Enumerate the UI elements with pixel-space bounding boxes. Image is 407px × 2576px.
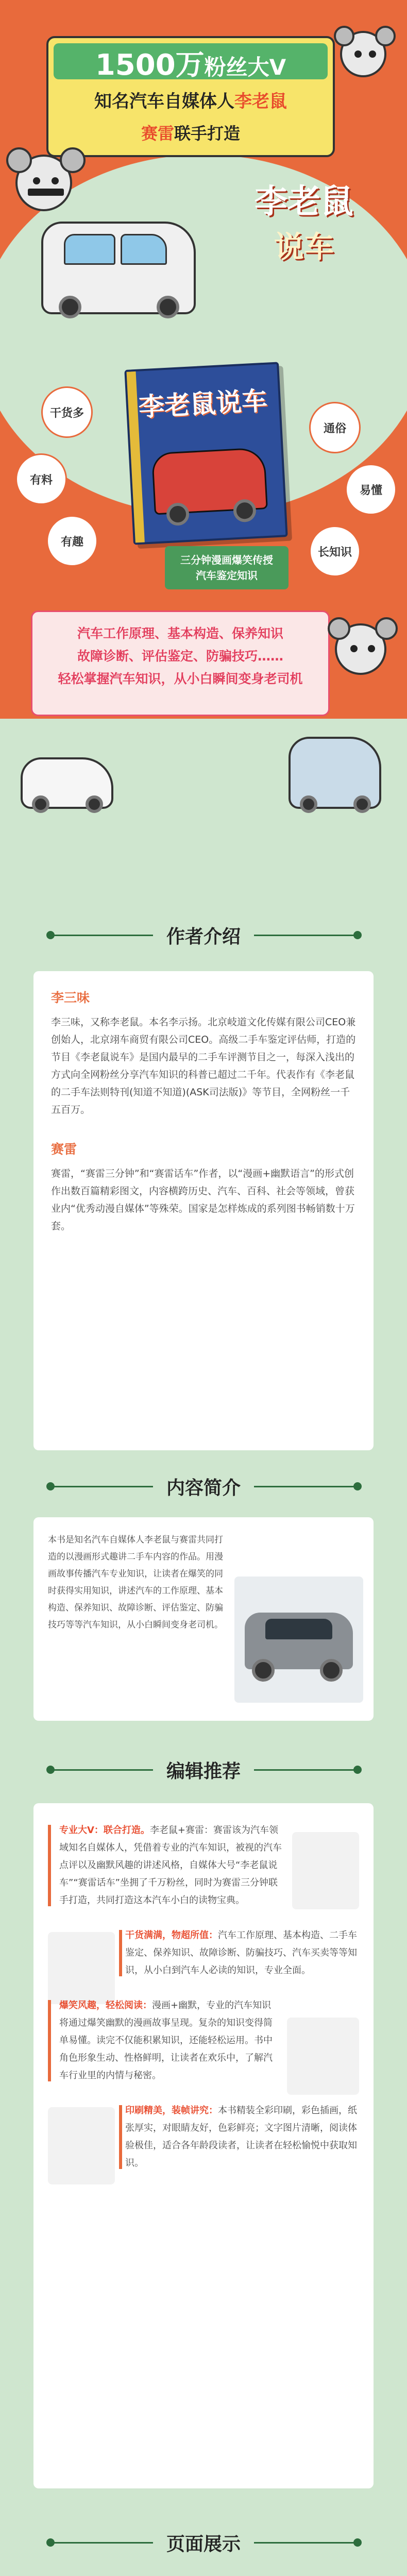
recommend-item bbox=[48, 1927, 359, 1979]
partner-name-highlight: 赛雷 bbox=[141, 124, 174, 143]
fans-count: 1500万 bbox=[95, 48, 205, 82]
item-text: 李老鼠+赛雷：赛雷该为汽车领域知名自媒体人，凭借着专业的汽车知识，被视的汽车点评以及幽默风趣的讲述风格，自媒体大号“李老鼠说车”“赛雷话车”坐拥了千万粉丝，同时为赛雷三分钟联手打造，共同打造这本汽车小白的读物宝典。 bbox=[59, 1825, 282, 1906]
mouse-sunglasses bbox=[28, 189, 64, 196]
mouse-ear-right bbox=[375, 617, 398, 640]
book-cover-car bbox=[151, 447, 268, 515]
book-cover bbox=[124, 362, 287, 545]
mouse-ear-left bbox=[6, 147, 32, 173]
author-name: 赛雷 bbox=[51, 1142, 77, 1157]
car-wheel bbox=[252, 1659, 275, 1682]
item-bar bbox=[48, 1825, 51, 1906]
author-name: 李三味 bbox=[51, 990, 90, 1005]
feature-bubble: 有趣 bbox=[46, 515, 98, 567]
header-dot bbox=[353, 931, 362, 939]
header-dot bbox=[46, 1482, 55, 1490]
content-card bbox=[33, 1517, 374, 1721]
header-dot bbox=[353, 1766, 362, 1774]
item-text: 本书精装全彩印刷，彩色插画，纸张厚实，对眼睛友好，色彩鲜亮；文字图片清晰，阅读体验极佳，适合各年龄段读者，让读者在轻松愉悦中获取知识。 bbox=[125, 2105, 357, 2168]
car-wheel bbox=[233, 499, 257, 522]
recommend-card bbox=[33, 1803, 374, 2488]
car-wheel bbox=[157, 296, 179, 318]
mouse-mascot bbox=[340, 31, 386, 77]
tagline-line1: 三分钟漫画爆笑传授 bbox=[180, 554, 273, 566]
book-cover-title: 李老鼠说车 bbox=[138, 385, 268, 422]
header-dot bbox=[353, 2538, 362, 2547]
section-header-pages bbox=[0, 2524, 407, 2561]
mouse-eye bbox=[350, 645, 358, 652]
car-wheel bbox=[86, 795, 103, 813]
character-illustration bbox=[48, 2107, 115, 2184]
mouse-ear-right bbox=[375, 26, 396, 46]
highlight-line: 故障诊断、评估鉴定、防骗技巧…… bbox=[77, 649, 283, 664]
headline-author bbox=[48, 87, 333, 112]
item-text: 漫画+幽默，专业的汽车知识将通过爆笑幽默的漫画故事呈现。复杂的知识变得简单易懂。读完不仅能积累知识，还能轻松运用。书中角色形象生动、性格鲜明，让读者在欢乐中，了解汽车行业里的内情与秘密。 bbox=[59, 2000, 273, 2081]
mouse-mascot bbox=[15, 155, 72, 211]
mouse-eye bbox=[354, 50, 362, 58]
header-dot bbox=[46, 931, 55, 939]
section-title: 编辑推荐 bbox=[153, 1757, 254, 1783]
tagline-line2: 汽车鉴定知识 bbox=[196, 569, 258, 582]
fans-label: 粉丝大V bbox=[204, 55, 286, 80]
suv-photo bbox=[234, 1577, 363, 1703]
highlight-box bbox=[31, 611, 330, 716]
feature-bubble: 易懂 bbox=[345, 464, 397, 515]
author-bio: 赛雷，“赛雷三分钟”和“赛雷话车”作者，以“漫画+幽默语言”的形式创作出数百篇精彩图文，内容横跨历史、汽车、百科、社会等领域，曾获业内“优秀动漫自媒体”等殊荣。国家是怎样炼成的系列图书畅销数十万套。 bbox=[51, 1168, 355, 1232]
recommend-item bbox=[48, 2102, 359, 2172]
item-bar bbox=[119, 2105, 122, 2169]
car-window bbox=[121, 234, 167, 265]
header-dot bbox=[46, 1766, 55, 1774]
cartoon-car bbox=[289, 737, 381, 809]
mouse-ear-right bbox=[60, 147, 86, 173]
cartoon-car bbox=[21, 757, 113, 809]
author-name-highlight: 李老鼠 bbox=[234, 91, 287, 112]
highlight-line: 汽车工作原理、基本构造、保养知识 bbox=[77, 626, 283, 641]
section-header-recommend bbox=[0, 1752, 407, 1788]
logo-main: 李老鼠 bbox=[255, 183, 353, 221]
author-role: 知名汽车自媒体人 bbox=[94, 91, 234, 112]
header-dot bbox=[46, 2538, 55, 2547]
car-wheel bbox=[353, 795, 371, 813]
section-header-content bbox=[0, 1468, 407, 1504]
mouse-mascot bbox=[330, 618, 392, 701]
highlight-line: 轻松掌握汽车知识，从小白瞬间变身老司机 bbox=[58, 671, 303, 686]
item-text: 汽车工作原理、基本构造、二手车鉴定、保养知识、故障诊断、防骗技巧、汽车买卖等等知识，从小白到汽车人必读的知识，专业全面。 bbox=[125, 1930, 357, 1976]
section-title: 页面展示 bbox=[153, 2530, 254, 2556]
car-wheel bbox=[59, 296, 81, 318]
feature-bubble: 长知识 bbox=[309, 526, 361, 577]
logo-title bbox=[227, 175, 381, 266]
feature-bubble: 通俗 bbox=[309, 402, 361, 453]
item-lead: 爆笑风趣，轻松阅读： bbox=[59, 2000, 152, 2011]
car-wheel bbox=[32, 795, 49, 813]
mouse-ear-left bbox=[328, 617, 350, 640]
item-bar bbox=[119, 1930, 122, 1976]
item-lead: 专业大V：联合打造。 bbox=[59, 1825, 150, 1836]
feature-bubble: 有料 bbox=[15, 453, 67, 505]
item-lead: 干货满满，物超所值： bbox=[125, 1930, 218, 1941]
car-wheel bbox=[320, 1659, 343, 1682]
mouse-eye bbox=[52, 177, 59, 184]
mascot-illustration bbox=[292, 1832, 359, 1909]
car-wheel bbox=[300, 795, 317, 813]
content-text: 本书是知名汽车自媒体人李老鼠与赛雷共同打造的以漫画形式趣讲二手车内容的作品。用漫画故事传播汽车专业知识，让读者在爆笑的同时获得实用知识，讲述汽车的工作原理、基本构造、保养知识、故障诊断、评估鉴定、防骗技巧等等汽车知识，从小白瞬间变身老司机。 bbox=[48, 1535, 223, 1630]
cartoon-car bbox=[41, 222, 196, 314]
recommend-item bbox=[48, 1822, 359, 1909]
car-illustration bbox=[287, 2018, 359, 2095]
recommend-item bbox=[48, 1997, 359, 2084]
car-window bbox=[64, 234, 115, 265]
section-title: 作者介绍 bbox=[153, 922, 254, 948]
section-title: 内容简介 bbox=[153, 1473, 254, 1500]
mouse-head bbox=[335, 623, 386, 675]
book-tagline bbox=[165, 546, 289, 589]
headline-partner bbox=[48, 121, 333, 144]
item-bar bbox=[48, 2000, 51, 2081]
feature-bubble: 干货多 bbox=[41, 386, 93, 438]
section-header-author bbox=[0, 917, 407, 953]
suv-window bbox=[265, 1619, 332, 1639]
author-card bbox=[33, 971, 374, 1450]
header-dot bbox=[353, 1482, 362, 1490]
logo-sub: 说车 bbox=[274, 229, 334, 264]
character-illustration bbox=[48, 1932, 115, 2004]
mouse-eye bbox=[368, 645, 375, 652]
hero-banner bbox=[46, 36, 335, 157]
mouse-eye bbox=[33, 177, 40, 184]
hero-section bbox=[0, 0, 407, 719]
headline-fans bbox=[48, 42, 333, 83]
partner-label: 联手打造 bbox=[174, 124, 241, 143]
mouse-ear-left bbox=[334, 26, 354, 46]
mouse-eye bbox=[369, 50, 376, 58]
item-lead: 印刷精美，装帧讲究： bbox=[125, 2105, 218, 2116]
car-wheel bbox=[166, 502, 190, 526]
author-bio: 李三味，又称李老鼠。本名李示扬。北京岐道文化传媒有限公司CEO兼创始人，北京翊车商贸有限公司CEO。高级二手车鉴定评估师，打造的节目《李老鼠说车》是国内最早的二手车评测节目之一，每深入浅出的方式向全网粉丝分享汽车知识的科普已超过二千年。代表作有《李老鼠的二手车法则特刊(知道不知道)(ASK司法版)》等节目，全网粉丝一千五百万。 bbox=[51, 1016, 356, 1115]
